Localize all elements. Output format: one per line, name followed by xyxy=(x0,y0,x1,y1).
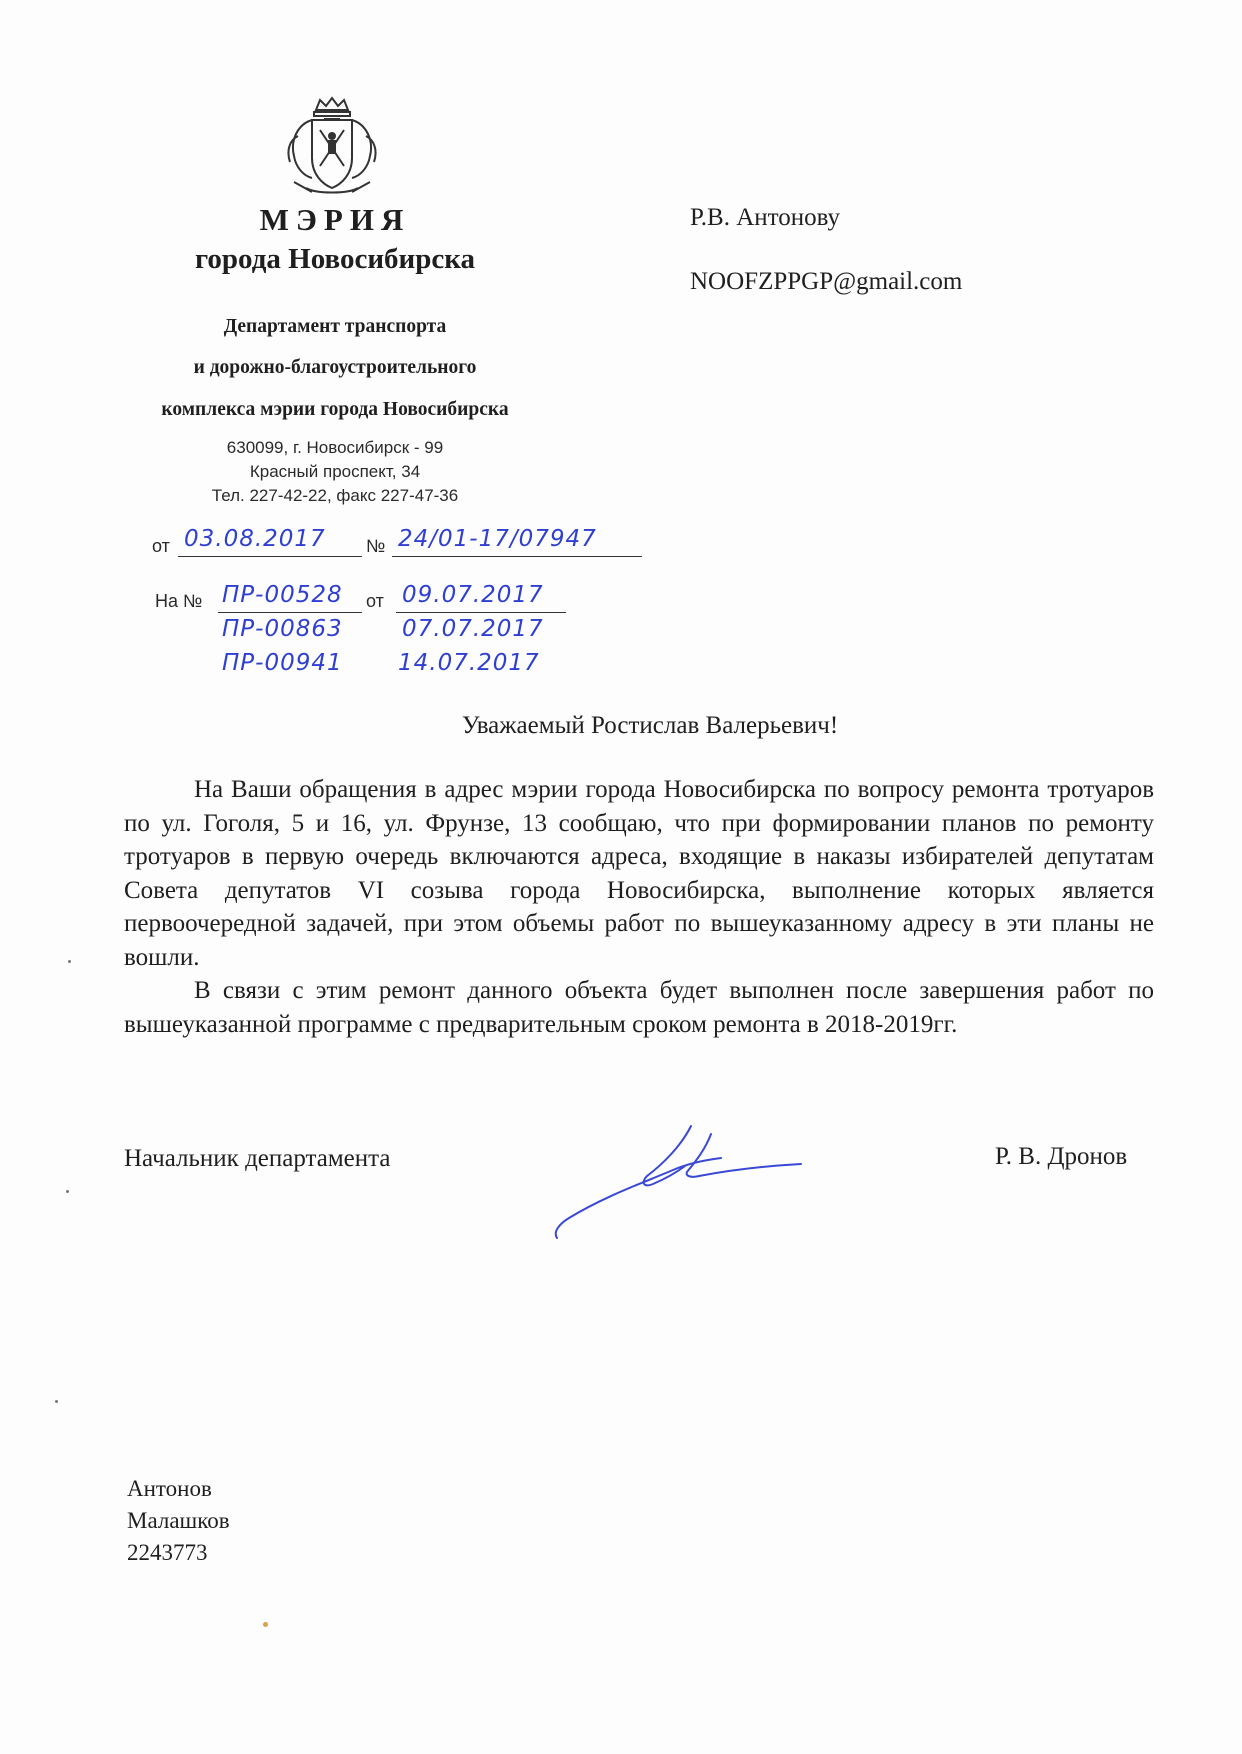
number-label: № xyxy=(366,536,386,556)
executor-line: Малашков xyxy=(127,1508,230,1533)
department-line: комплекса мэрии города Новосибирска xyxy=(161,399,509,420)
salutation: Уважаемый Ростислав Валерьевич! xyxy=(461,712,839,739)
outgoing-date: 03.08.2017 xyxy=(184,526,326,552)
addressee-email: NOOFZPPGP@gmail.com xyxy=(690,268,963,295)
body-paragraph: На Ваши обращения в адрес мэрии города Новосибирска по вопросу ремонта тротуаров по ул. Гоголя, 5 и 16, ул. Фрунзе, 13 сообщаю, что при формировании планов по ремонту тротуаров в первую очередь включаются адреса, входящие в наказы избирателей депутатам Совета депутатов VI созыва города Новосибирска, выполнение которых является первоочередной задачей, при этом объемы работ по вышеуказанному адресу в эти планы не вошли. xyxy=(124,776,1154,971)
date-underline xyxy=(178,556,362,557)
department-line: Департамент транспорта xyxy=(223,316,447,337)
address-line: 630099, г. Новосибирск - 99 xyxy=(226,438,444,457)
address-line: Красный проспект, 34 xyxy=(249,462,421,481)
org-city: города Новосибирска xyxy=(194,243,476,275)
letter-body xyxy=(124,773,1154,1041)
scan-speck xyxy=(263,1622,268,1627)
reply-number-underline xyxy=(218,612,362,613)
reply-number: ПР-00863 xyxy=(222,616,343,642)
executor-line: Антонов xyxy=(127,1476,212,1501)
reply-date-underline xyxy=(396,612,566,613)
address-line: Тел. 227-42-22, факс 227-47-36 xyxy=(211,486,459,505)
reply-date: 07.07.2017 xyxy=(402,616,544,642)
org-title: МЭРИЯ xyxy=(259,202,411,237)
novosibirsk-coat-of-arms-icon xyxy=(276,96,388,200)
reply-date: 14.07.2017 xyxy=(398,650,540,676)
signer-name: Р. В. Дронов xyxy=(995,1143,1128,1170)
reply-date: 09.07.2017 xyxy=(402,582,544,608)
department-line: и дорожно-благоустроительного xyxy=(193,357,477,378)
reply-label: На № xyxy=(155,591,203,611)
reply-from-label: от xyxy=(366,591,384,611)
number-underline xyxy=(392,556,642,557)
scan-speck xyxy=(55,1400,58,1403)
signer-position: Начальник департамента xyxy=(124,1145,391,1172)
executor-line: 2243773 xyxy=(127,1540,208,1565)
scan-speck xyxy=(66,1190,69,1193)
addressee-name: Р.В. Антонову xyxy=(690,204,841,231)
reply-number: ПР-00528 xyxy=(222,582,343,608)
outgoing-number: 24/01-17/07947 xyxy=(398,526,597,552)
scan-speck xyxy=(68,960,71,963)
date-label: от xyxy=(152,536,170,556)
handwritten-signature xyxy=(545,1120,845,1260)
body-paragraph: В связи с этим ремонт данного объекта будет выполнен после завершения работ по вышеуказанной программе с предварительным сроком ремонта в 2018-2019гг. xyxy=(124,977,1154,1038)
reply-number: ПР-00941 xyxy=(222,650,343,676)
